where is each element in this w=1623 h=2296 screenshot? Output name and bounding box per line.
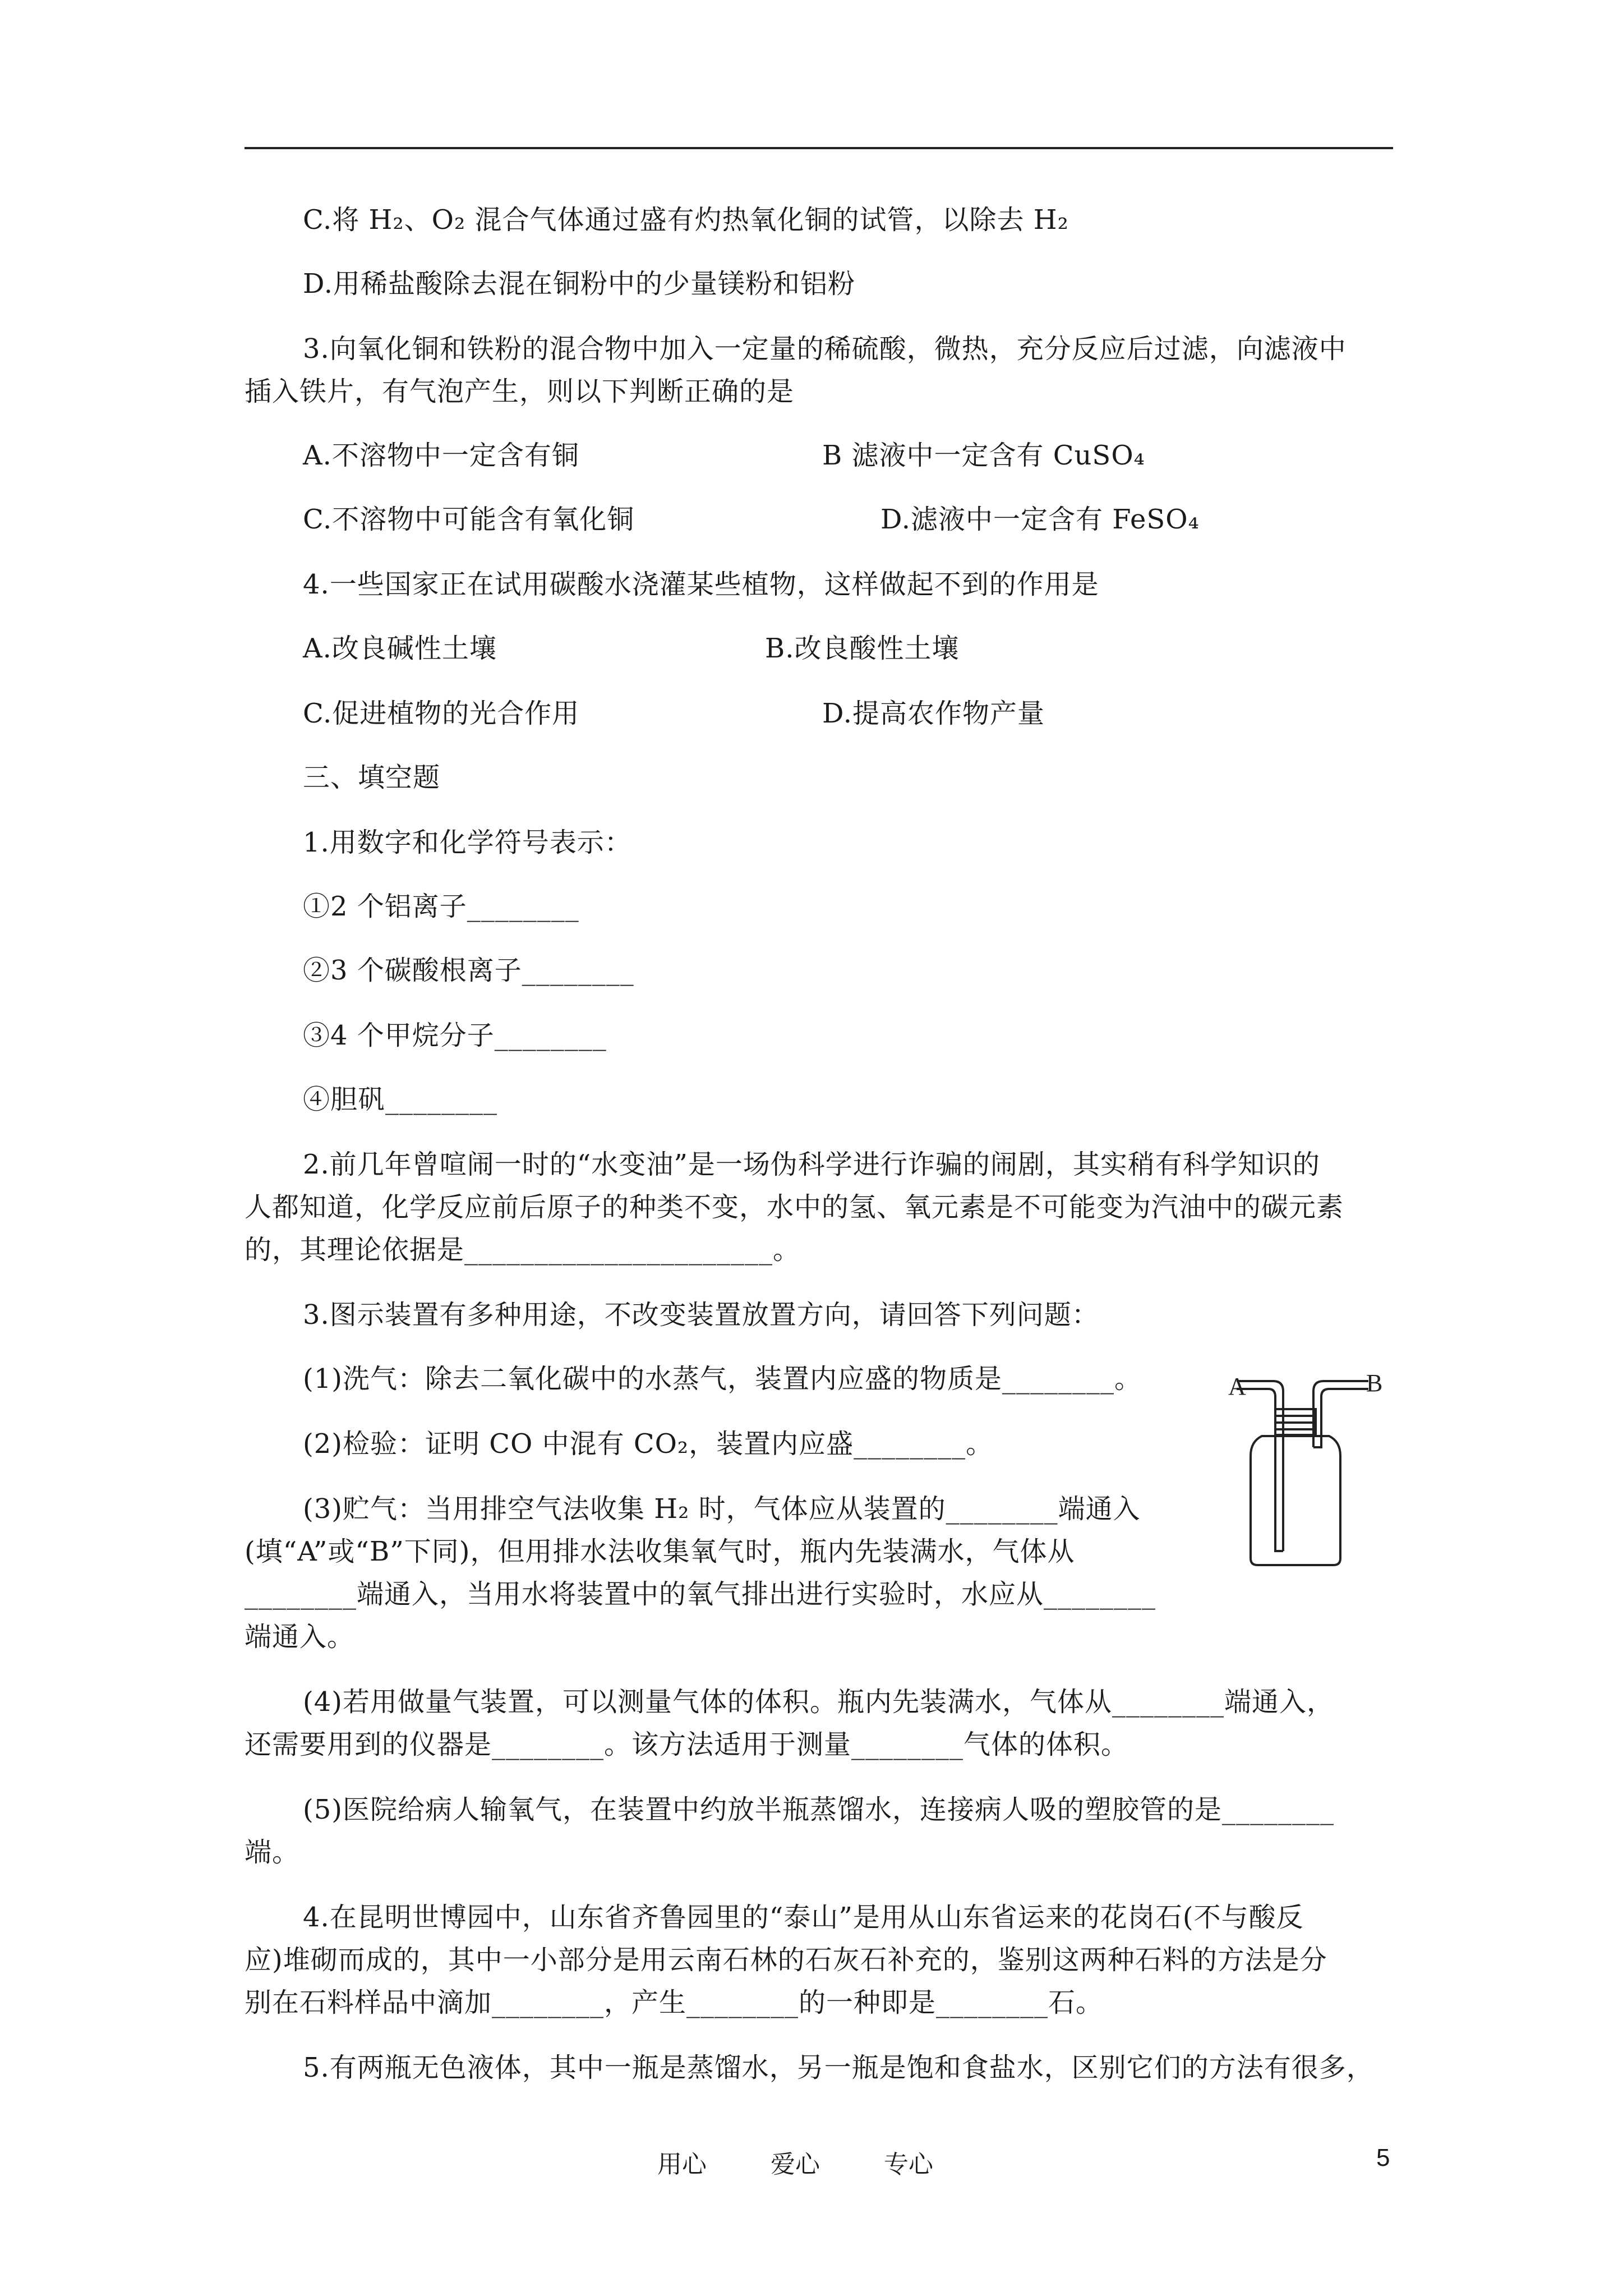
q4-option-a: A.改良碱性土壤	[303, 633, 497, 664]
fill-q3-part-2: (2)检验：证明 CO 中混有 CO₂，装置内应盛________。	[303, 1428, 994, 1460]
fill-q1-item-3: ③4 个甲烷分子________	[303, 1020, 607, 1051]
fill-q3-part-1: (1)洗气：除去二氧化碳中的水蒸气，装置内应盛的物质是________。	[303, 1363, 1142, 1395]
footer-text-3: 专心	[884, 2150, 933, 2179]
fill-q3-part-5-line-1: (5)医院给病人输氧气，在装置中约放半瓶蒸馏水，连接病人吸的塑胶管的是________	[303, 1794, 1334, 1825]
fill-question-2-line-3: 的，其理论依据是______________________。	[245, 1234, 801, 1266]
fill-question-5-line-1: 5.有两瓶无色液体，其中一瓶是蒸馏水，另一瓶是饱和食盐水，区别它们的方法有很多，	[303, 2052, 1374, 2083]
inlet-tube-a	[1237, 1381, 1283, 1551]
q3-option-c: C.不溶物中可能含有氧化铜	[303, 504, 635, 535]
fill-question-4-line-1: 4.在昆明世博园中，山东省齐鲁园里的“泰山”是用从山东省运来的花岗石(不与酸反	[303, 1902, 1304, 1933]
label-a: A	[1228, 1373, 1246, 1400]
q3-option-d: D.滤液中一定含有 FeSO₄	[880, 504, 1200, 535]
fill-q1-item-4: ④胆矾________	[303, 1084, 498, 1115]
fill-q3-part-4-line-2: 还需要用到的仪器是________。该方法适用于测量________气体的体积。	[245, 1729, 1129, 1760]
outlet-tube-b	[1313, 1381, 1368, 1447]
page-number: 5	[1376, 2144, 1390, 2171]
option-c-h2-o2: C.将 H₂、O₂ 混合气体通过盛有灼热氧化铜的试管，以除去 H₂	[303, 204, 1069, 236]
question-4: 4.一些国家正在试用碳酸水浇灌某些植物，这样做起不到的作用是	[303, 569, 1099, 600]
fill-q1-item-1: ①2 个铝离子________	[303, 891, 579, 922]
q3-option-b: B 滤液中一定含有 CuSO₄	[822, 440, 1145, 471]
q4-option-c: C.促进植物的光合作用	[303, 698, 580, 729]
fill-question-4-line-3: 别在石料样品中滴加________，产生________的一种即是________石。	[245, 1987, 1104, 2018]
question-3-line-2: 插入铁片，有气泡产生，则以下判断正确的是	[245, 376, 795, 407]
fill-q3-part-4-line-1: (4)若用做量气装置，可以测量气体的体积。瓶内先装满水，气体从________端通入，	[303, 1686, 1334, 1718]
header-rule	[245, 147, 1393, 149]
q3-option-a: A.不溶物中一定含有铜	[303, 440, 579, 471]
fill-q3-part-3-line-2: (填“A”或“B”下同)，但用排水法收集氧气时，瓶内先装满水，气体从	[245, 1536, 1075, 1567]
gas-washing-bottle-figure	[1228, 1358, 1385, 1571]
section-heading-fill-in: 三、填空题	[303, 762, 441, 793]
fill-q1-item-2: ②3 个碳酸根离子________	[303, 955, 634, 986]
fill-question-2-line-2: 人都知道，化学反应前后原子的种类不变，水中的氢、氧元素是不可能变为汽油中的碳元素	[245, 1191, 1344, 1223]
q4-option-d: D.提高农作物产量	[822, 698, 1045, 729]
fill-question-2-line-1: 2.前几年曾喧闹一时的“水变油”是一场伪科学进行诈骗的闹剧，其实稍有科学知识的	[303, 1149, 1320, 1180]
fill-q3-part-5-line-2: 端。	[245, 1837, 300, 1868]
question-3-line-1: 3.向氧化铜和铁粉的混合物中加入一定量的稀硫酸，微热，充分反应后过滤，向滤液中	[303, 333, 1347, 365]
footer-text-2: 爱心	[771, 2150, 820, 2179]
q4-option-b: B.改良酸性土壤	[765, 633, 960, 664]
footer-text-1: 用心	[657, 2150, 707, 2179]
fill-question-3: 3.图示装置有多种用途，不改变装置放置方向，请回答下列问题：	[303, 1299, 1099, 1331]
fill-q3-part-3-line-4: 端通入。	[245, 1621, 355, 1653]
fill-question-4-line-2: 应)堆砌而成的，其中一小部分是用云南石林的石灰石补充的，鉴别这两种石料的方法是分	[245, 1944, 1327, 1976]
fill-q3-part-3-line-3: ________端通入，当用水将装置中的氧气排出进行实验时，水应从________	[245, 1579, 1156, 1610]
fill-question-1: 1.用数字和化学符号表示：	[303, 827, 632, 858]
bottle-body	[1251, 1436, 1340, 1565]
fill-q3-part-3-line-1: (3)贮气：当用排空气法收集 H₂ 时，气体应从装置的________端通入	[303, 1493, 1141, 1525]
label-b: B	[1366, 1369, 1383, 1397]
option-d-hcl: D.用稀盐酸除去混在铜粉中的少量镁粉和铝粉	[303, 268, 856, 300]
